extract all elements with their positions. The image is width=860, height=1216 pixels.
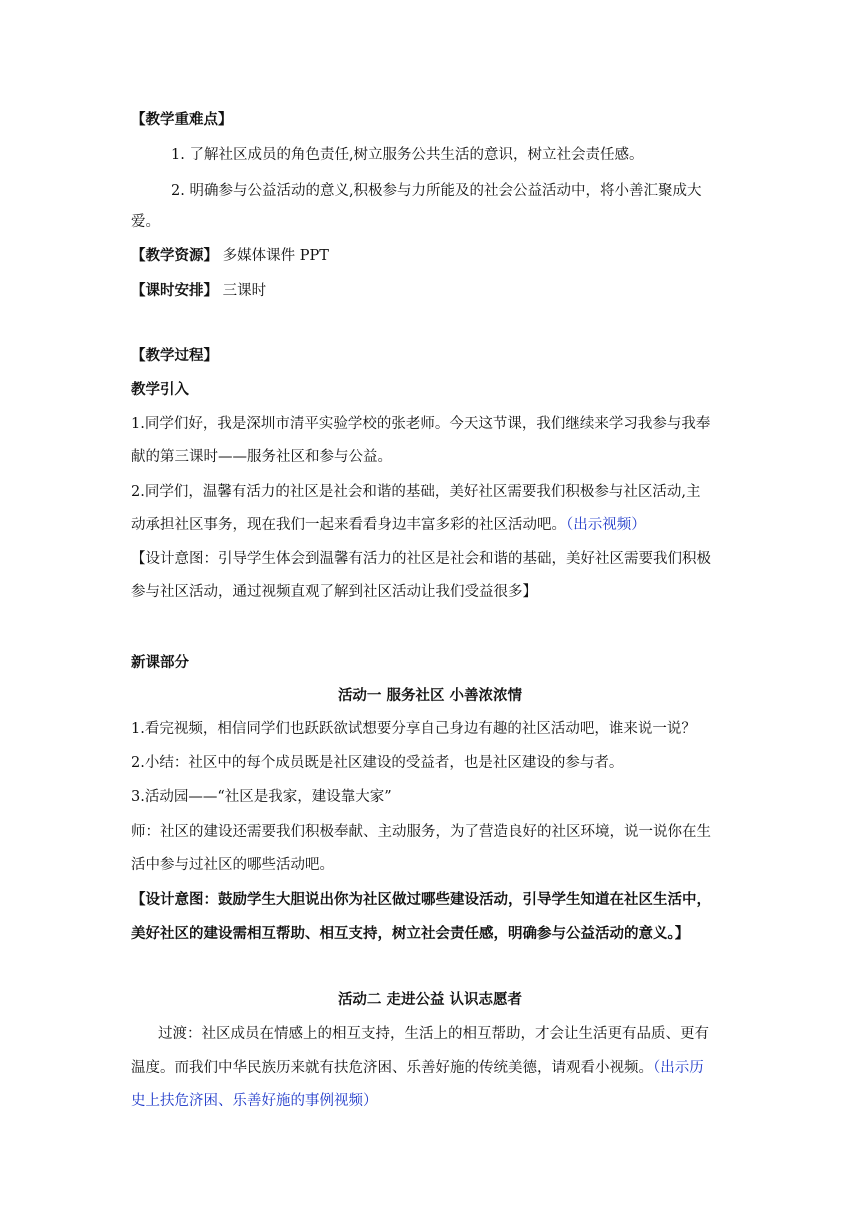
activity-1-item-3: 3.活动园——“社区是我家，建设靠大家” <box>131 789 392 805</box>
key-point-2-line1: 2. 明确参与公益活动的意义,积极参与力所能及的社会公益活动中，将小善汇聚成大 <box>171 183 702 199</box>
schedule-value: 三课时 <box>222 283 267 299</box>
design-intent-1-line2: 参与社区活动，通过视频直观了解到社区活动让我们受益很多】 <box>131 584 537 600</box>
resources-line <box>131 246 329 266</box>
key-points-heading: 【教学重难点】 <box>131 111 233 128</box>
schedule-label: 【课时安排】 <box>131 282 218 299</box>
show-history-video-note-end: 史上扶危济困、乐善好施的事例视频） <box>131 1093 378 1109</box>
intro-heading: 教学引入 <box>131 381 189 398</box>
activity-1-teacher-line2: 活中参与过社区的哪些活动吧。 <box>131 857 334 873</box>
activity-1-item-2: 2.小结：社区中的每个成员既是社区建设的受益者，也是社区建设的参与者。 <box>131 755 624 771</box>
design-intent-2-line1: 【设计意图：鼓励学生大胆说出你为社区做过哪些建设活动，引导学生知道在社区生活中， <box>131 891 711 908</box>
activity-2-title: 活动二 走进公益 认识志愿者 <box>337 991 523 1008</box>
activity-1-title: 活动一 服务社区 小善浓浓情 <box>337 687 523 704</box>
intro-paragraph-2-line1: 2.同学们，温馨有活力的社区是社会和谐的基础，美好社区需要我们积极参与社区活动,主 <box>131 484 701 500</box>
resources-label: 【教学资源】 <box>131 247 218 264</box>
process-heading: 【教学过程】 <box>131 347 218 364</box>
design-intent-2-line2: 美好社区的建设需相互帮助、相互支持，树立社会责任感，明确参与公益活动的意义。】 <box>131 925 690 942</box>
design-intent-1-line1: 【设计意图：引导学生体会到温馨有活力的社区是社会和谐的基础，美好社区需要我们积极 <box>131 551 711 567</box>
key-point-1: 1. 了解社区成员的角色责任,树立服务公共生活的意识，树立社会责任感。 <box>171 147 644 163</box>
resources-value: 多媒体课件 PPT <box>222 248 329 264</box>
intro-paragraph-1-line2: 献的第三课时——服务社区和参与公益。 <box>131 449 392 465</box>
activity-2-paragraph-line2 <box>131 1058 704 1078</box>
intro-paragraph-2-line2 <box>131 515 646 535</box>
show-history-video-note-start: （出示历 <box>653 1060 704 1076</box>
activity-1-item-1: 1.看完视频，相信同学们也跃跃欲试想要分享自己身边有趣的社区活动吧，谁来说一说？ <box>131 721 696 737</box>
new-lesson-heading: 新课部分 <box>131 654 189 671</box>
activity-2-paragraph-text: 温度。而我们中华民族历来就有扶危济困、乐善好施的传统美德，请观看小视频。 <box>131 1060 653 1076</box>
intro-paragraph-2-text: 动承担社区事务，现在我们一起来看看身边丰富多彩的社区活动吧。 <box>131 517 566 533</box>
key-point-2-line2: 爱。 <box>131 214 160 230</box>
schedule-line <box>131 281 266 301</box>
activity-2-paragraph-line1: 过渡：社区成员在情感上的相互支持，生活上的相互帮助，才会让生活更有品质、更有 <box>158 1026 709 1042</box>
intro-paragraph-1-line1: 1.同学们好，我是深圳市清平实验学校的张老师。今天这节课，我们继续来学习我参与我奉 <box>131 416 711 432</box>
activity-1-teacher-line1: 师：社区的建设还需要我们积极奉献、主动服务，为了营造良好的社区环境，说一说你在生 <box>131 824 711 840</box>
show-video-note: （出示视频） <box>566 517 646 533</box>
